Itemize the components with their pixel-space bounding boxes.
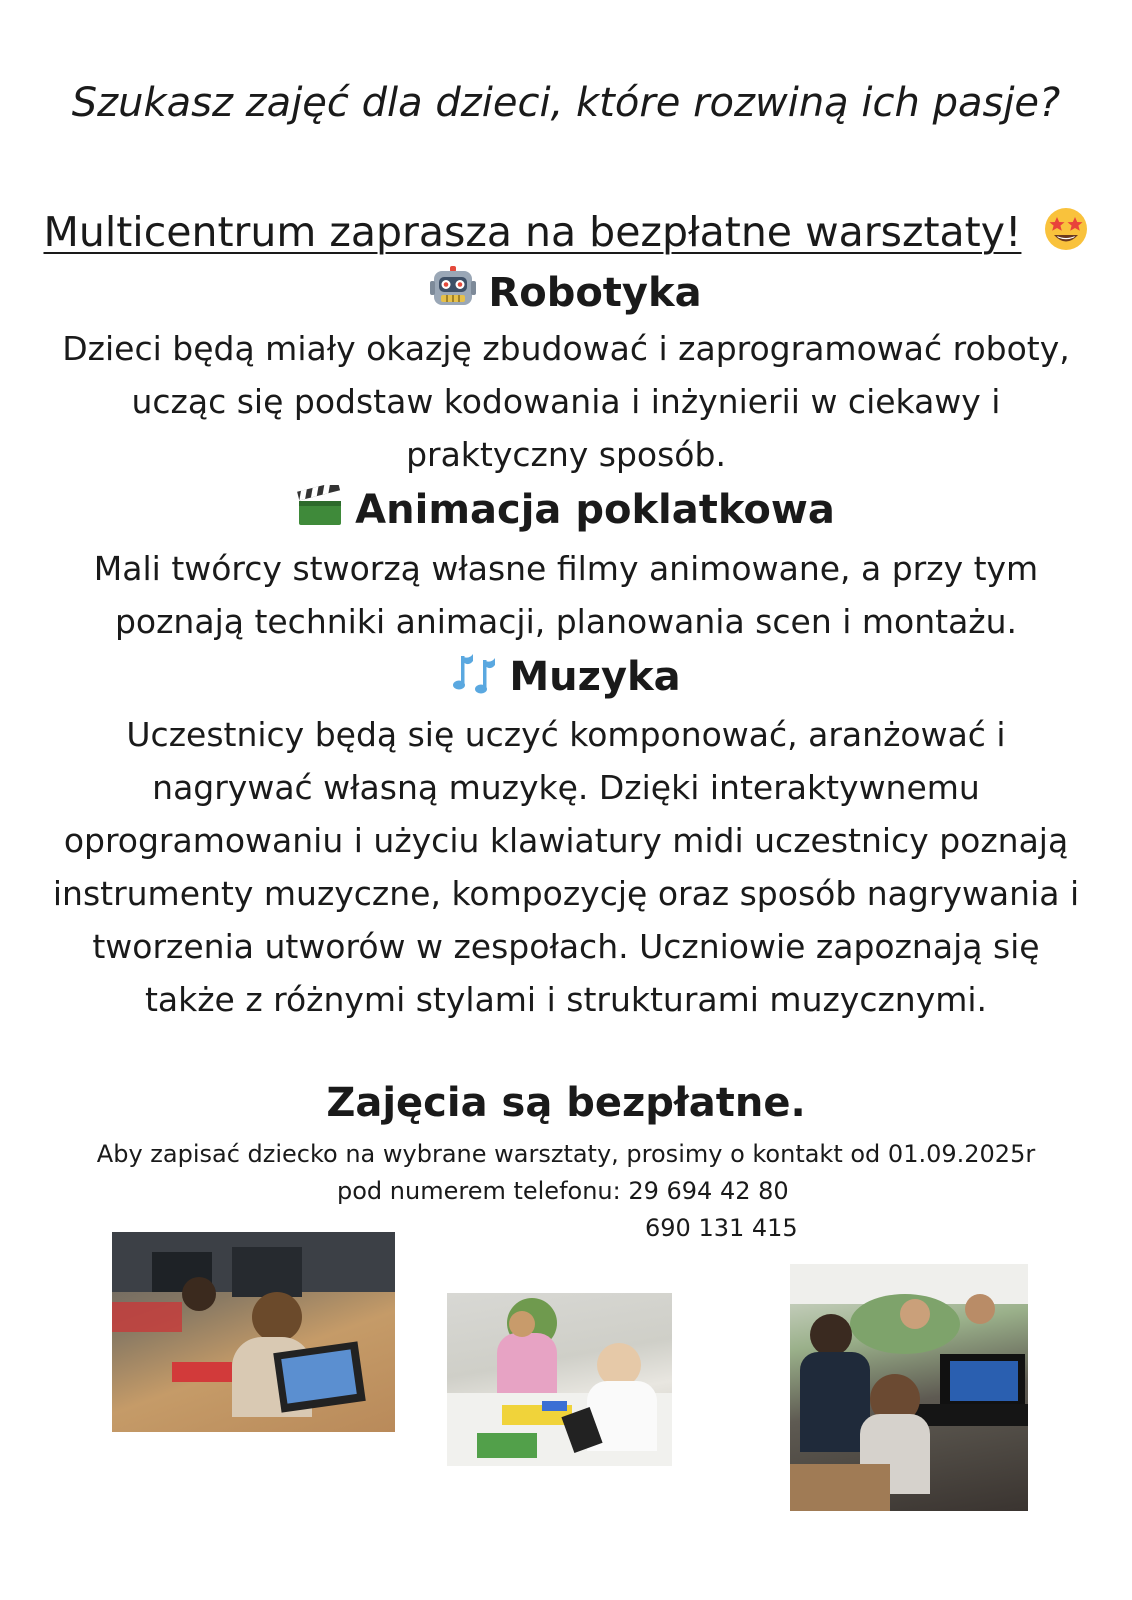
intro-question: Szukasz zajęć dla dzieci, które rozwiną ich pasje? [71, 80, 1061, 126]
section-description-animacja [0, 542, 1132, 648]
photo-music-class [790, 1264, 1028, 1511]
text-line: oprogramowaniu i użyciu klawiatury midi uczestnicy poznają [63, 821, 1069, 860]
text-line: nagrywać własną muzykę. Dzięki interaktywnemu [152, 768, 980, 807]
contact-info-line: Aby zapisać dziecko na wybrane warsztaty, prosimy o kontakt od 01.09.2025r [96, 1140, 1036, 1168]
star-struck-emoji-icon [1043, 206, 1089, 262]
free-classes-notice: Zajęcia są bezpłatne. [326, 1080, 806, 1126]
section-description-muzyka [0, 708, 1132, 1026]
invite-text: Multicentrum zaprasza na bezpłatne warsztaty! [43, 208, 1022, 256]
clapperboard-icon [297, 485, 343, 537]
photo-animation-class [447, 1293, 672, 1466]
music-notes-icon [451, 652, 497, 704]
section-title-animacja [0, 485, 1132, 537]
text-line: także z różnymi stylami i strukturami muzycznymi. [144, 980, 988, 1019]
text-line: praktyczny sposób. [406, 435, 726, 474]
section-title-text: Robotyka [488, 270, 702, 316]
section-title-muzyka [0, 652, 1132, 704]
section-description-robotyka [0, 322, 1132, 481]
text-line: Uczestnicy będą się uczyć komponować, aranżować i [126, 715, 1006, 754]
section-title-text: Animacja poklatkowa [355, 487, 835, 533]
text-line: ucząc się podstaw kodowania i inżynierii w ciekawy i [131, 382, 1001, 421]
section-title-text: Muzyka [509, 654, 681, 700]
text-line: tworzenia utworów w zespołach. Uczniowie zapoznają się [92, 927, 1040, 966]
invite-headline [0, 206, 1132, 262]
text-line: poznają techniki animacji, planowania scen i montażu. [114, 602, 1018, 641]
contact-phone-secondary: 690 131 415 [645, 1214, 798, 1242]
robot-icon [430, 266, 476, 320]
contact-phone-line: pod numerem telefonu: 29 694 42 80 [337, 1177, 789, 1205]
section-title-robotyka [0, 266, 1132, 320]
photo-robotics-class [112, 1232, 395, 1432]
text-line: Dzieci będą miały okazję zbudować i zaprogramować roboty, [62, 329, 1070, 368]
text-line: Mali twórcy stworzą własne filmy animowane, a przy tym [93, 549, 1039, 588]
text-line: instrumenty muzyczne, kompozycję oraz sposób nagrywania i [52, 874, 1080, 913]
